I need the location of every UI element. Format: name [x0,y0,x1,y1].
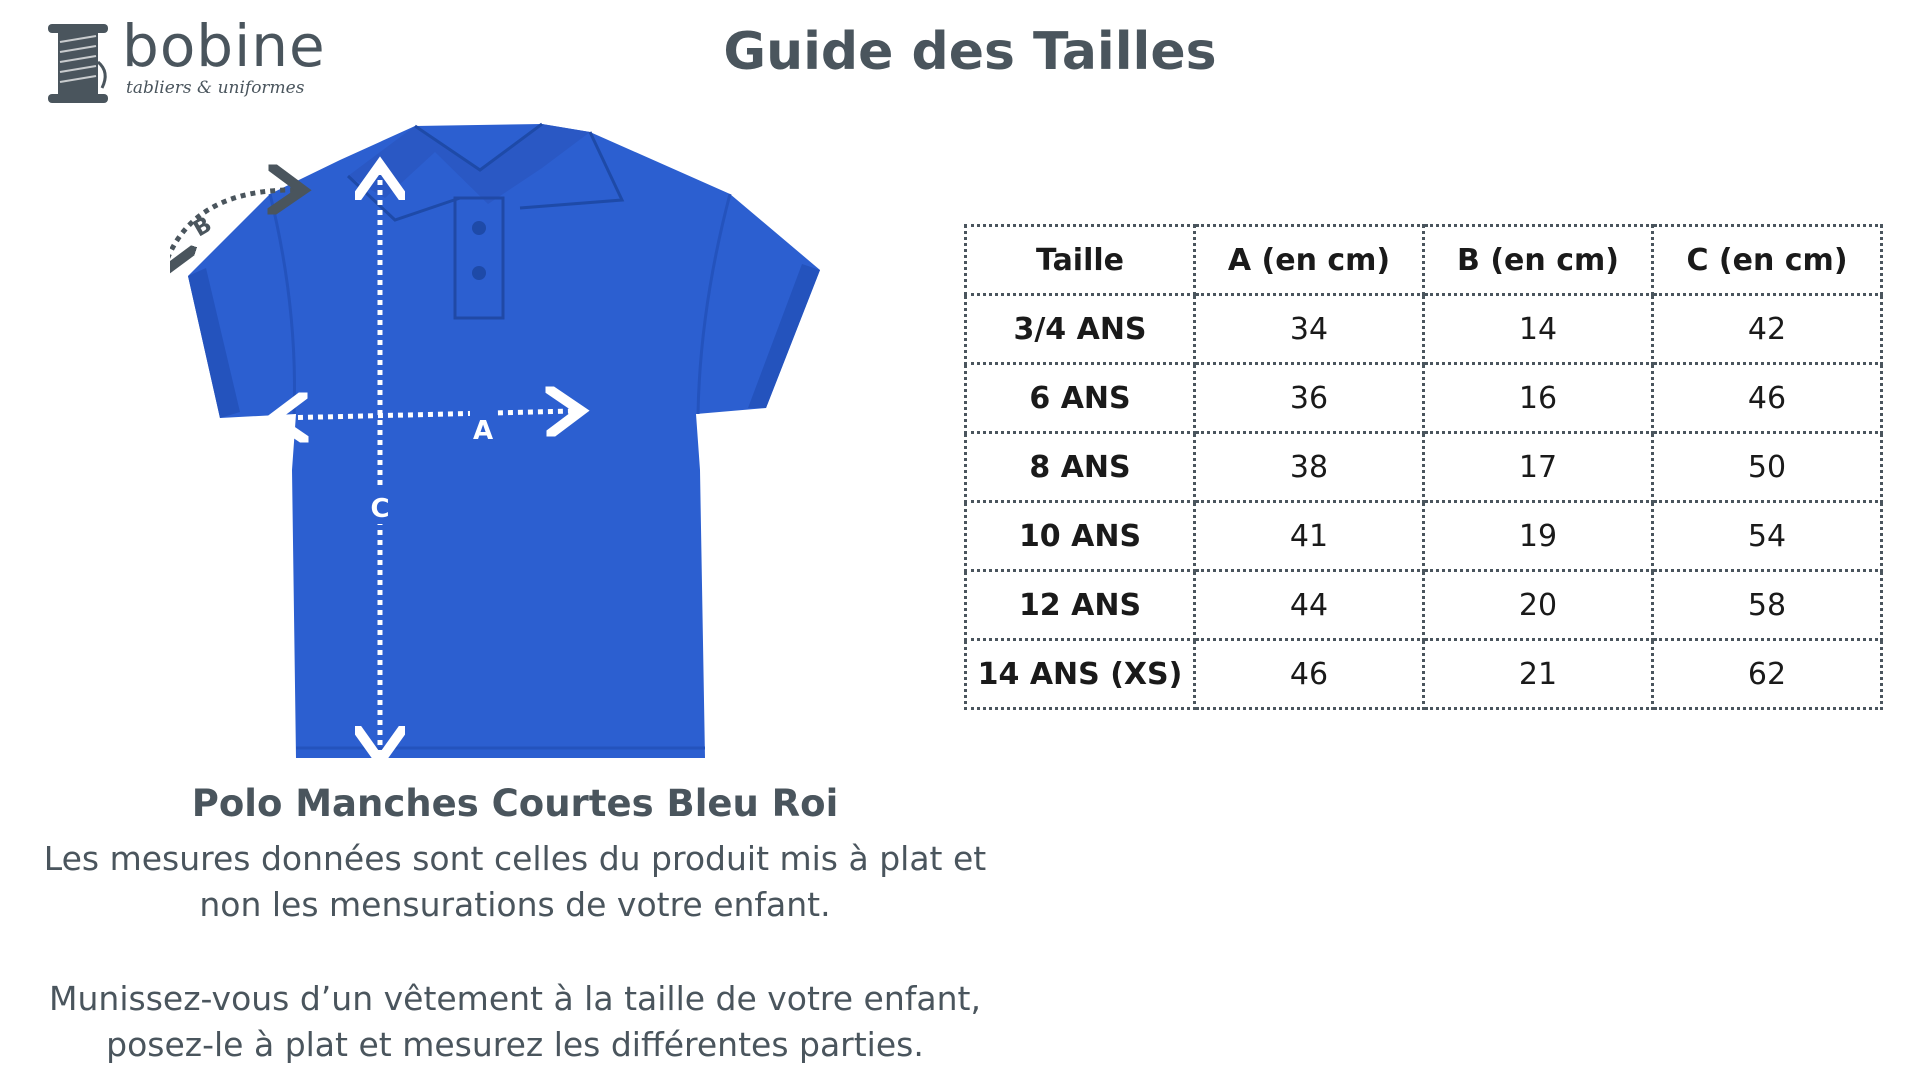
value-a-cell: 38 [1195,433,1424,502]
value-b-cell: 17 [1424,433,1653,502]
value-b-cell: 19 [1424,502,1653,571]
size-cell: 14 ANS (XS) [966,640,1195,709]
size-cell: 6 ANS [966,364,1195,433]
table-row [966,571,1882,640]
value-c-cell: 58 [1653,571,1882,640]
note-line: Les mesures données sont celles du produit mis à plat et [43,839,987,878]
table-row [966,502,1882,571]
value-a-cell: 41 [1195,502,1424,571]
brand-tagline: tabliers & uniformes [126,78,305,98]
column-header-a: A (en cm) [1195,226,1424,295]
value-b-cell: 20 [1424,571,1653,640]
value-b-cell: 14 [1424,295,1653,364]
value-c-cell: 46 [1653,364,1882,433]
note-line: non les mensurations de votre enfant. [199,885,831,924]
instruction-note [20,976,1010,1068]
value-c-cell: 62 [1653,640,1882,709]
measure-c-label: C [370,494,390,524]
measure-note [20,836,1010,928]
product-name: Polo Manches Courtes Bleu Roi [191,782,839,825]
value-a-cell: 36 [1195,364,1424,433]
value-a-cell: 46 [1195,640,1424,709]
table-row [966,640,1882,709]
table-header-row [966,226,1882,295]
polo-illustration [170,108,830,778]
value-b-cell: 16 [1424,364,1653,433]
table-row [966,364,1882,433]
value-b-cell: 21 [1424,640,1653,709]
size-cell: 12 ANS [966,571,1195,640]
value-c-cell: 54 [1653,502,1882,571]
note-line: posez-le à plat et mesurez les différentes parties. [106,1025,924,1064]
size-cell: 3/4 ANS [966,295,1195,364]
column-header-c: C (en cm) [1653,226,1882,295]
size-cell: 10 ANS [966,502,1195,571]
page-title: Guide des Tailles [723,22,1217,82]
measure-b-label: B [189,212,217,243]
button-icon [472,266,486,280]
button-icon [472,221,486,235]
table-row [966,433,1882,502]
column-header-b: B (en cm) [1424,226,1653,295]
column-header-size: Taille [966,226,1195,295]
note-line: Munissez-vous d’un vêtement à la taille de votre enfant, [49,979,981,1018]
size-cell: 8 ANS [966,433,1195,502]
table-row [966,295,1882,364]
size-table [964,224,1883,710]
value-c-cell: 50 [1653,433,1882,502]
value-a-cell: 34 [1195,295,1424,364]
brand-name: bobine [122,12,326,80]
measure-a-label: A [472,416,494,446]
value-a-cell: 44 [1195,571,1424,640]
value-c-cell: 42 [1653,295,1882,364]
